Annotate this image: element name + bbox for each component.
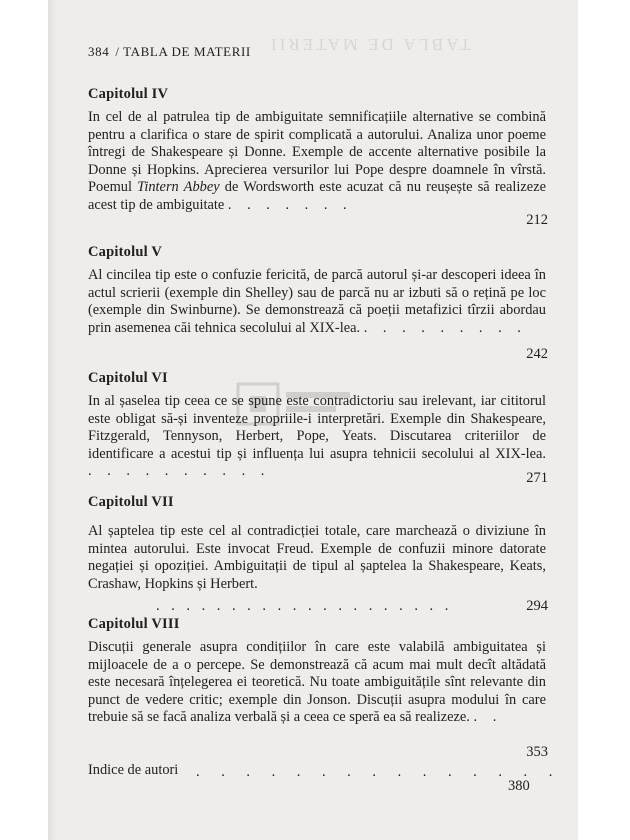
page-number: 384 (88, 44, 110, 59)
chapter-title: Capitolul VI (88, 370, 168, 386)
chapter-title: Capitolul VII (88, 494, 174, 510)
chapter-page-number: 271 (526, 470, 548, 486)
page-gutter-shadow (48, 0, 56, 840)
dot-leader: . . (473, 709, 503, 726)
index-label: Indice de autori (88, 762, 179, 778)
chapter-summary: Discuții generale asupra condițiilor în care este valabilă ambiguitatea și mijloacele de a o percepe. Se demonstrează că acum mai mult decît altădată este necesară înțelegerea ei teoretică. Nu toate ambiguitățile sînt relevante din punct de vedere critic; exemple din Jonson. Discuții asupra modului în care trebuie să se facă analiza verbală și a ceea ce speră ea să realizeze. . . (88, 639, 546, 726)
chapter-title: Capitolul V (88, 244, 163, 260)
toc-entry-chapter-8 (88, 616, 548, 760)
chapter-title: Capitolul VIII (88, 616, 180, 632)
toc-entry-chapter-5 (88, 244, 548, 362)
toc-entry-chapter-4 (88, 86, 548, 228)
bleed-through-text: TABLA DE MATERII (268, 35, 471, 54)
dot-leader: . . . . . . . . . (363, 319, 527, 336)
index-page-number: 380 (508, 778, 530, 794)
chapter-title: Capitolul IV (88, 86, 169, 102)
chapter-summary: Al cincilea tip este o confuzie fericită, de parcă autorul și-ar descoperi ideea în actul scrierii (exemple din Shelley) sau de parcă nu ar izbuti să o rețină pe loc (exemple din Swinburne). Se demonstrează că poeții metafizici tîrzii abordau prin asemenea căi tehnica secolului al XIX-lea. . . . . . . . . . (88, 267, 546, 336)
dot-leader: . . . . . . . . . . . . . . . . . . . . (156, 598, 453, 614)
toc-entry-chapter-7 (88, 494, 548, 614)
dot-leader: . . . . . . . . . . (88, 463, 271, 480)
chapter-page-number: 353 (526, 744, 548, 760)
chapter-page-number: 294 (526, 598, 548, 614)
chapter-summary: Al șaptelea tip este cel al contradicției totale, care marchează o diviziune în mintea autorului. Este invocat Freud. Exemple de confuzii minore datorate negației și opoziției. Ambiguitații de tipul al șaptelea la Shakespeare, Keats, Crashaw, Hopkins și Herbert. (88, 523, 546, 592)
chapter-summary: In al șaselea tip ceea ce se spune este contradictoriu sau irelevant, iar cititorul este obligat să-și inventeze propriile-i interpretări. Exemple din Shakespeare, Fitzgerald, Tennyson, Herbert, Pope, Yeats. Discutarea criteriilor de identificare a acestui tip și influența lui asupra tehnicii secolului al XIX-lea. . . . . . . . . . . (88, 393, 546, 480)
running-header (88, 44, 251, 60)
chapter-page-number: 212 (526, 212, 548, 228)
dot-leader: . . . . . . . . . . . . . . . (196, 764, 562, 780)
toc-entry-chapter-6 (88, 370, 548, 486)
dot-leader: . . . . . . . (227, 196, 353, 213)
chapter-page-number: 242 (526, 346, 548, 362)
running-title: / TABLA DE MATERII (115, 44, 251, 59)
work-title: Tintern Abbey (137, 179, 220, 196)
dot-leader-row (156, 598, 452, 615)
chapter-summary: In cel de al patrulea tip de ambiguitate semnificațiile alternative se combină pentru a clarifica o stare de spirit complicată a autorului. Analiza unor poeme întregi de Shakespeare și Donne. Exemple de accente alternative posibile la Donne și Hopkins. Aprecierea versurilor lui Pope despre doamnele în vîrstă. Poemul Tintern Abbey de Wordsworth este acuzat că nu reușește să realizeze acest tip de ambiguitate . . . . . . . (88, 109, 546, 213)
